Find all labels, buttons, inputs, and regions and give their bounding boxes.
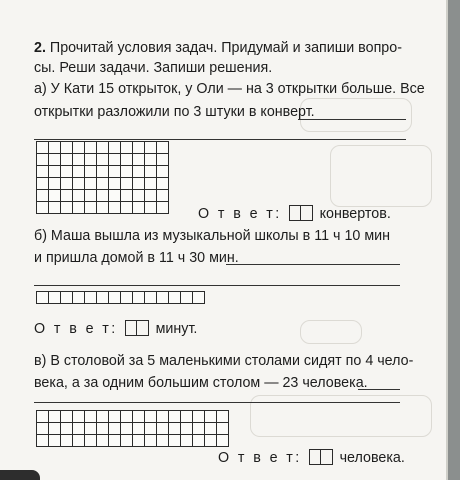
problem-b-question-line-2[interactable] — [34, 285, 400, 286]
answer-input-box[interactable] — [289, 205, 313, 221]
page-corner-shadow — [0, 470, 40, 480]
task-heading — [34, 39, 402, 57]
answer-label: О т в е т: — [198, 206, 282, 222]
bleed-through-frame — [300, 320, 362, 344]
answer-label: О т в е т: — [34, 321, 118, 337]
problem-c-solution-grid[interactable] — [36, 410, 229, 447]
answer-input-box[interactable] — [309, 449, 333, 465]
answer-input-box[interactable] — [125, 320, 149, 336]
problem-c-line1: в) В столовой за 5 маленькими столами сидят по 4 чело- — [34, 353, 414, 369]
task-number: 2. — [34, 40, 46, 56]
problem-a-question-line-2[interactable] — [34, 139, 406, 140]
answer-unit: человека. — [339, 450, 405, 466]
problem-a-line1: а) У Кати 15 открыток, у Оли — на 3 открытки больше. Все — [34, 81, 425, 97]
problem-c-question-line-2[interactable] — [34, 402, 400, 403]
bleed-through-frame — [300, 98, 412, 132]
problem-a-solution-grid[interactable] — [36, 141, 169, 214]
problem-a-line2: открытки разложили по 3 штуки в конверт. — [34, 104, 315, 120]
problem-b-question-line[interactable] — [226, 264, 400, 265]
problem-a-answer — [198, 205, 391, 223]
task-instruction-line2: сы. Реши задачи. Запиши решения. — [34, 60, 273, 76]
problem-a-question-line[interactable] — [298, 119, 406, 120]
problem-b-solution-grid[interactable] — [36, 291, 205, 304]
problem-b-answer — [34, 320, 197, 338]
answer-label: О т в е т: — [218, 450, 302, 466]
answer-unit: конвертов. — [319, 206, 391, 222]
answer-unit: минут. — [155, 321, 198, 337]
bleed-through-frame — [330, 145, 432, 207]
problem-b-line2: и пришла домой в 11 ч 30 мин. — [34, 250, 239, 266]
problem-c-question-line[interactable] — [358, 389, 400, 390]
task-instruction-line1: Прочитай условия задач. Придумай и запиши вопро- — [49, 40, 402, 56]
problem-b-line1: б) Маша вышла из музыкальной школы в 11 ч 10 мин — [34, 228, 391, 244]
problem-c-line2: века, а за одним большим столом — 23 человека. — [34, 375, 368, 391]
problem-c-answer — [218, 449, 405, 467]
